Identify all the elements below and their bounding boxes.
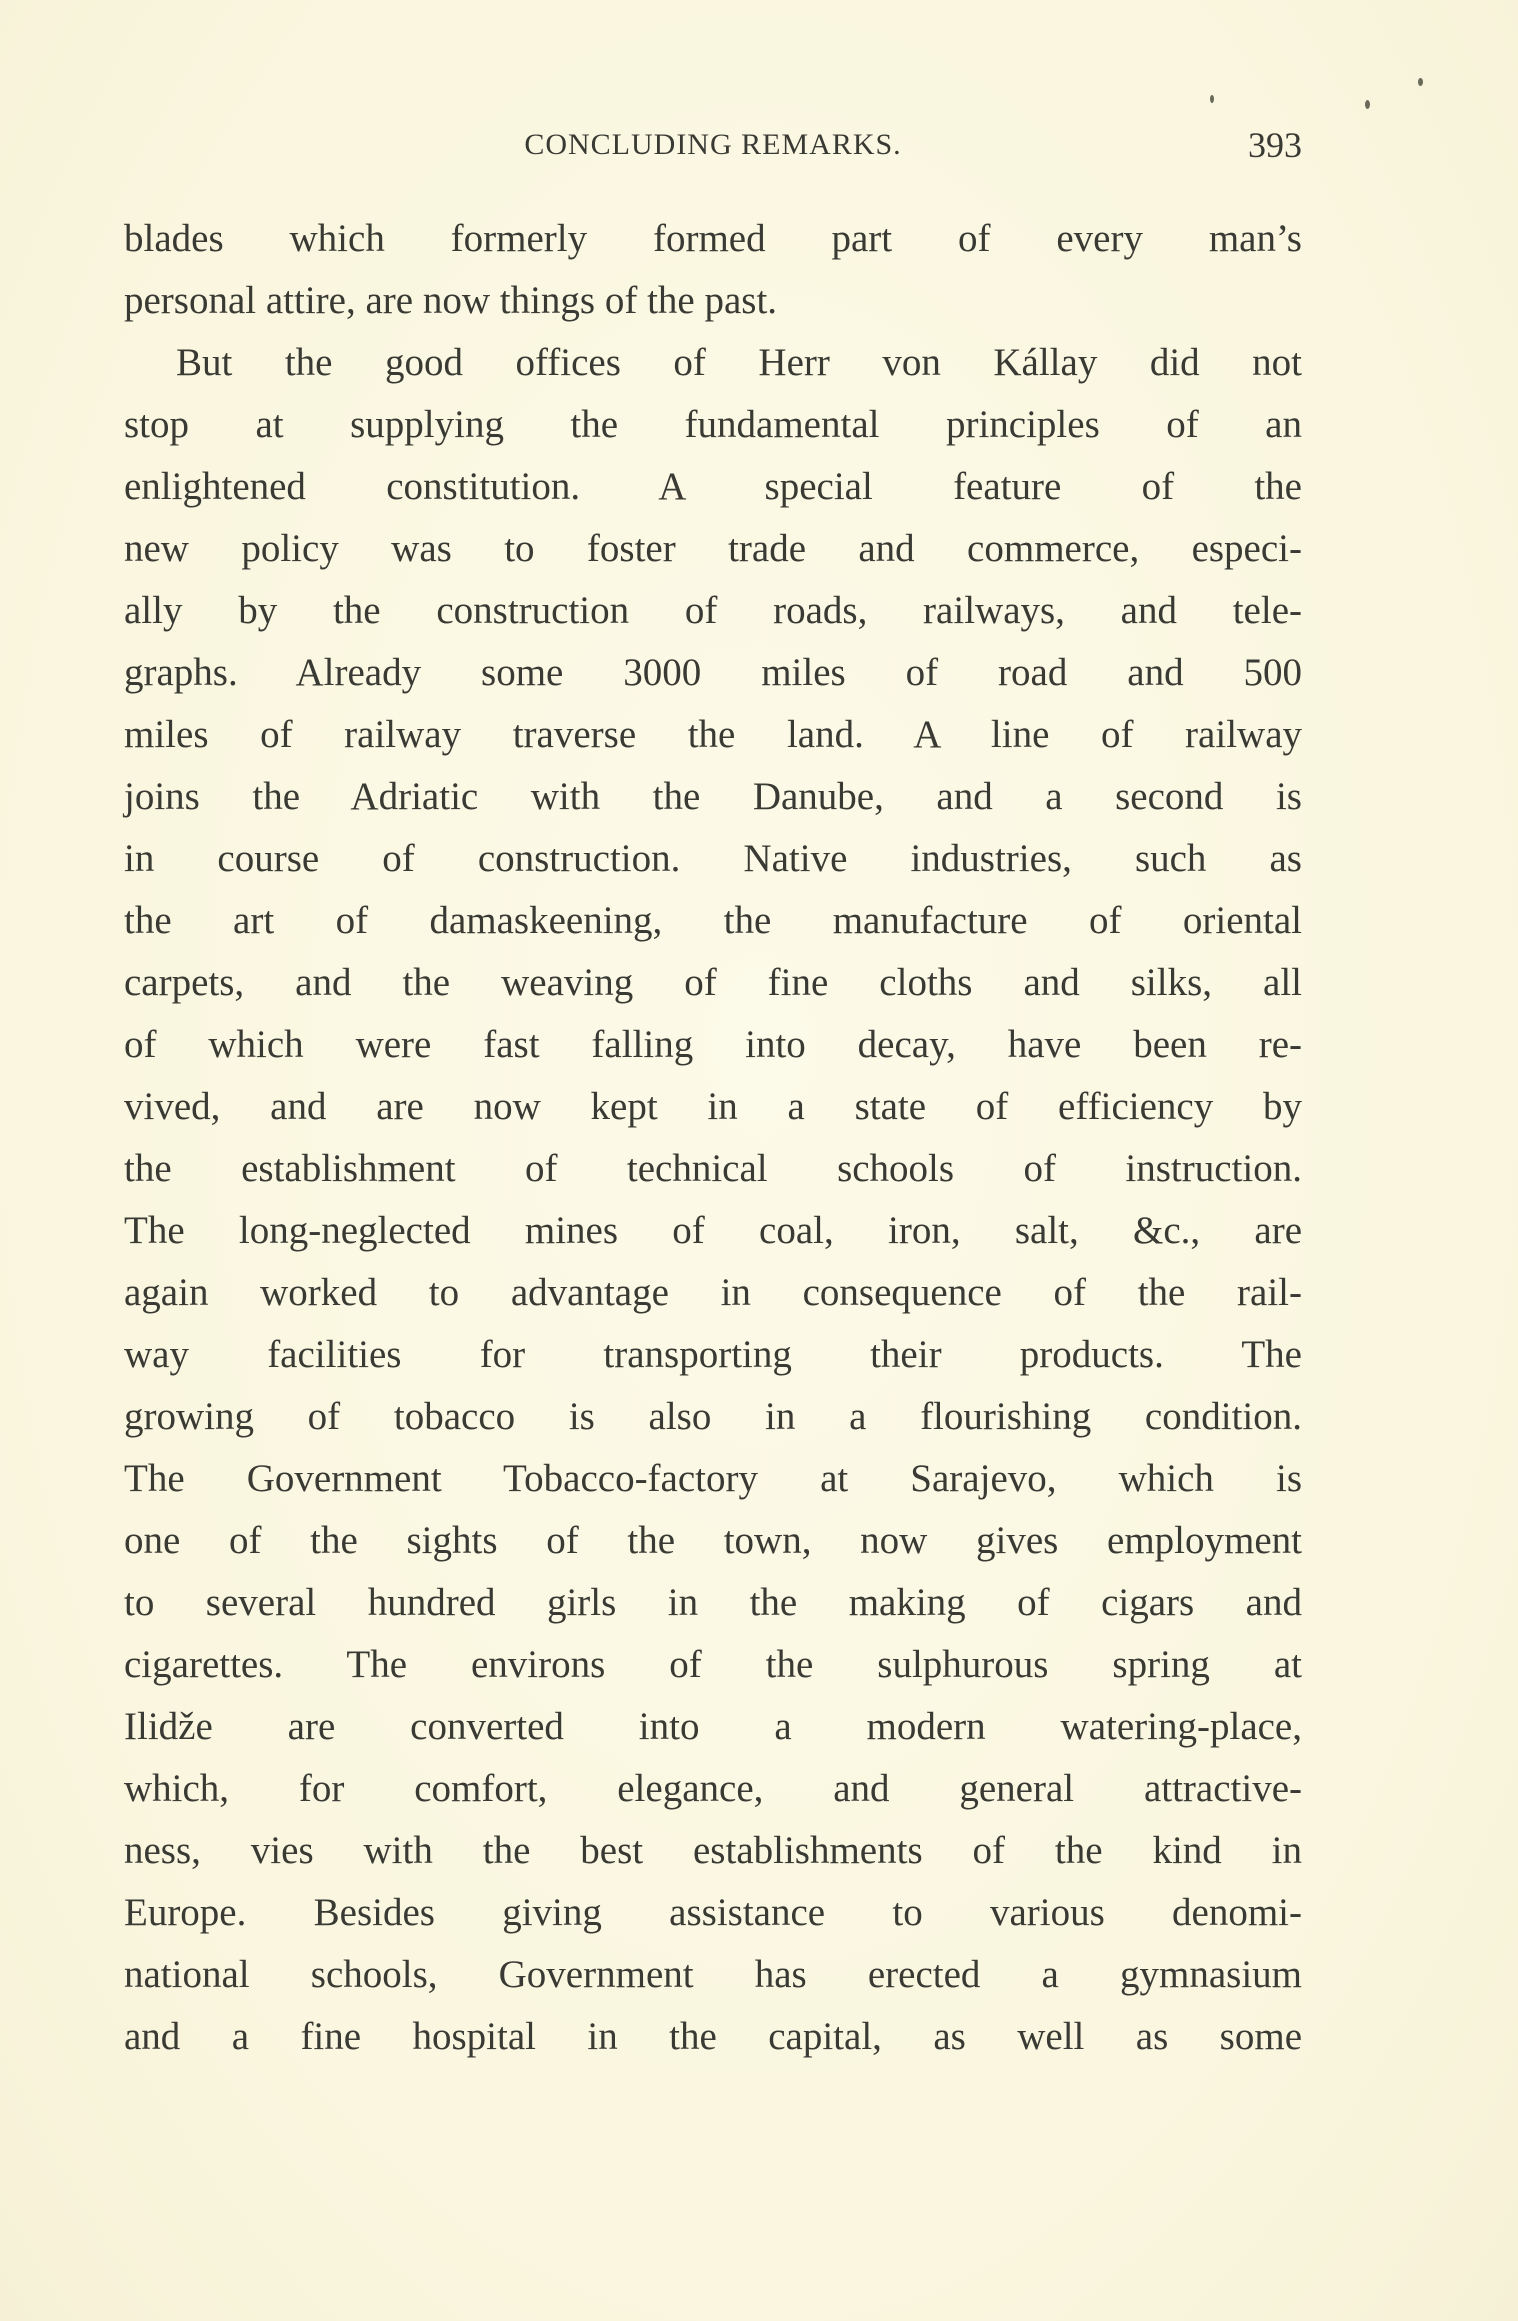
page-header: [124, 122, 1302, 172]
text-line: ness, vies with the best establishments of the kind in: [124, 1829, 1302, 1872]
text-line: carpets, and the weaving of fine cloths and silks, all: [124, 961, 1302, 1004]
text-line: joins the Adriatic with the Danube, and a second is: [124, 775, 1302, 818]
text-line: national schools, Government has erected a gymnasium: [124, 1953, 1302, 1996]
text-line: way facilities for transporting their products. The: [124, 1333, 1302, 1376]
text-line: new policy was to foster trade and commerce, especi-: [124, 527, 1302, 570]
text-line: stop at supplying the fundamental principles of an: [124, 403, 1302, 446]
text-line: The Government Tobacco-factory at Sarajevo, which is: [124, 1457, 1302, 1500]
print-speck: [1418, 78, 1423, 86]
text-line: Europe. Besides giving assistance to various denomi-: [124, 1891, 1302, 1934]
text-line: personal attire, are now things of the past.: [124, 279, 778, 322]
text-line: ally by the construction of roads, railways, and tele-: [124, 589, 1302, 632]
text-line: again worked to advantage in consequence of the rail-: [124, 1271, 1302, 1314]
text-line: in course of construction. Native industries, such as: [124, 837, 1302, 880]
text-line: which, for comfort, elegance, and general attractive-: [124, 1767, 1302, 1810]
text-line: one of the sights of the town, now gives employment: [124, 1519, 1302, 1562]
print-speck: [1365, 100, 1370, 109]
text-line: the establishment of technical schools of instruction.: [124, 1147, 1302, 1190]
running-head: CONCLUDING REMARKS.: [524, 128, 902, 161]
text-line: graphs. Already some 3000 miles of road and 500: [124, 651, 1302, 694]
print-speck: [1210, 95, 1214, 103]
text-line: growing of tobacco is also in a flourishing condition.: [124, 1395, 1302, 1438]
text-line: Ilidže are converted into a modern watering-place,: [124, 1705, 1302, 1748]
text-line: cigarettes. The environs of the sulphurous spring at: [124, 1643, 1302, 1686]
text-line: The long-neglected mines of coal, iron, salt, &c., are: [124, 1209, 1302, 1252]
text-line: and a fine hospital in the capital, as well as some: [124, 2015, 1302, 2058]
page-number: 393: [1248, 125, 1302, 165]
text-line: miles of railway traverse the land. A line of railway: [124, 713, 1302, 756]
text-line: blades which formerly formed part of every man’s: [124, 217, 1302, 260]
text-line: enlightened constitution. A special feature of the: [124, 465, 1302, 508]
text-line: vived, and are now kept in a state of efficiency by: [124, 1085, 1302, 1128]
text-line: of which were fast falling into decay, have been re-: [124, 1023, 1302, 1066]
text-line: the art of damaskeening, the manufacture of oriental: [124, 899, 1302, 942]
body-text: [124, 208, 1302, 2068]
text-line: But the good offices of Herr von Kállay did not: [176, 341, 1302, 384]
text-line: to several hundred girls in the making of cigars and: [124, 1581, 1302, 1624]
